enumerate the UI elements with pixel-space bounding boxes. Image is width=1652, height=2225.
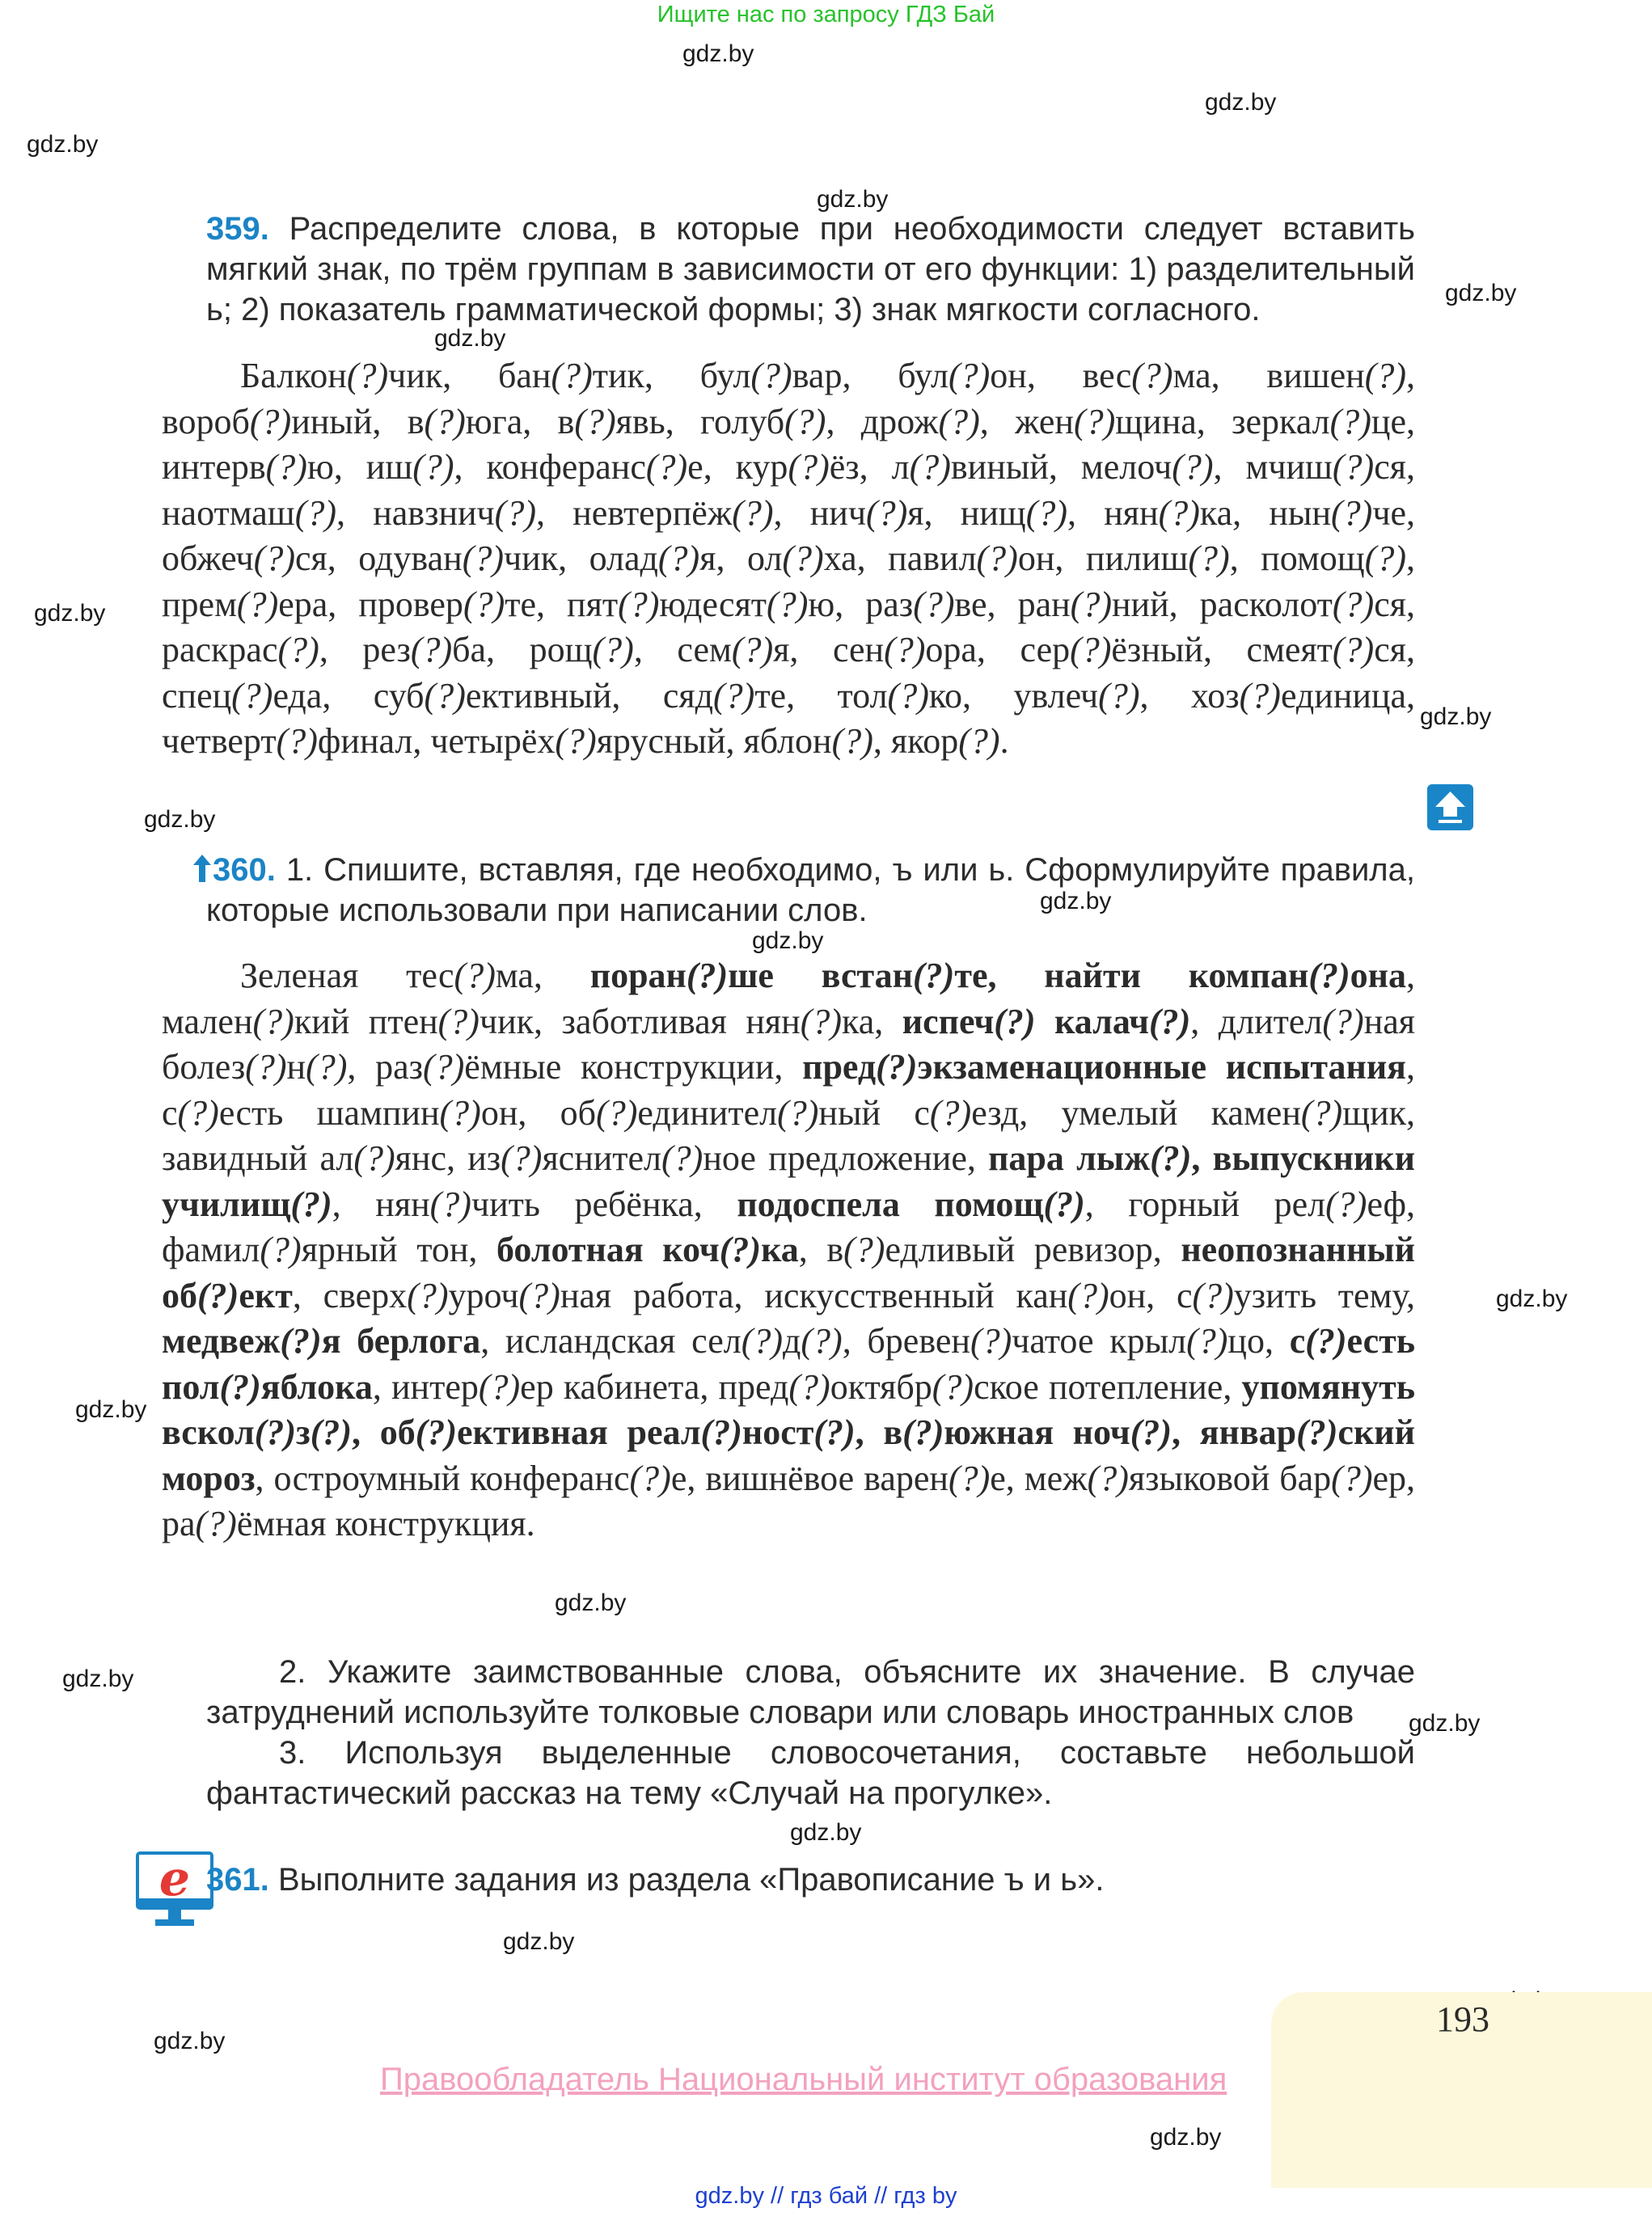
- svg-text:e: e: [158, 1851, 191, 1907]
- watermark: gdz.by: [503, 1928, 575, 1955]
- exercise-359-words: Балкон(?)чик, бан(?)тик, бул(?)вар, бул(?)он, вес(?)ма, вишен(?), вороб(?)иный, в(?)юга, в(?)явь, голуб(?), дрож(?), жен(?)щина, зеркал(?)це, интерв(?)ю, иш(?), конферанс(?)е, кур(?)ёз, л(?)виный, мелоч(?), мчиш(?)ся, наотмаш(?), навзнич(?), невтерпёж(?), нич(?)я, нищ(?), нян(?)ка, нын(?)че, обжеч(?)ся, одуван(?)чик, олад(?)я, ол(?)ха, павил(?)он, пилиш(?), помощ(?), прем(?)ера, провер(?)те, пят(?)юдесят(?)ю, раз(?)ве, ран(?)ний, расколот(?)ся, раскрас(?), рез(?)ба, рощ(?), сем(?)я, сен(?)ора, сер(?)ёзный, смеят(?)ся, спец(?)еда, суб(?)ективный, сяд(?)те, тол(?)ко, увлеч(?), хоз(?)единица, четверт(?)финал, четырёх(?)ярусный, яблон(?), якор(?).: [162, 356, 1416, 761]
- watermark: gdz.by: [144, 806, 216, 833]
- watermark: gdz.by: [1150, 2124, 1222, 2151]
- watermark: gdz.by: [154, 2028, 226, 2054]
- watermark: gdz.by: [817, 186, 889, 213]
- exercise-number: 360.: [213, 852, 276, 888]
- exercise-instruction: Выполните задания из раздела «Правописание ъ и ь».: [277, 1862, 1105, 1898]
- footer-links[interactable]: gdz.by // гдз бай // гдз by: [695, 2183, 957, 2209]
- exercise-359-header: [206, 209, 1415, 330]
- exercise-360-tasks: [206, 1652, 1415, 1813]
- exercise-361-header: [206, 1860, 1415, 1900]
- watermark: gdz.by: [1040, 888, 1112, 914]
- watermark: gdz.by: [34, 600, 106, 627]
- exercise-number: 359.: [206, 211, 269, 247]
- page-number: 193: [1436, 1999, 1489, 2039]
- exercise-360-words: Зеленая тес(?)ма, поран(?)ше встан(?)те, найти компан(?)она, мален(?)кий птен(?)чик, заботливая нян(?)ка, испеч(?) калач(?), длител(?)ная болез(?)н(?), раз(?)ёмные конструкции, пред(?)экзаменационные испытания, с(?)есть шампин(?)он, об(?)единител(?)ный с(?)езд, умелый камен(?)щик, завидный ал(?)янс, из(?)яснител(?)ное предложение, пара лыж(?), выпускники училищ(?), нян(?)чить ребёнка, подоспела помощ(?), горный рел(?)еф, фамил(?)ярный тон, болотная коч(?)ка, в(?)едливый ревизор, неопознанный об(?)ект, сверх(?)уроч(?)ная работа, искусственный кан(?)он, с(?)узить тему, медвеж(?)я берлога, исландская сел(?)д(?), бревен(?)чатое крыл(?)цо, с(?)есть пол(?)яблока, интер(?)ер кабинета, пред(?)октябр(?)ское потепление, упомянуть вскол(?)з(?), об(?)ективная реал(?)ност(?), в(?)южная ноч(?), январ(?)ский мороз, остроумный конферанс(?)е, вишнёвое варен(?)е, меж(?)языковой бар(?)ер, ра(?)ёмная конструкция.: [162, 956, 1416, 1543]
- task-2: 2. Укажите заимствованные слова, объясните их значение. В случае затруднений используйте толковые словари или словарь иностранных слов: [206, 1654, 1415, 1730]
- watermark: gdz.by: [682, 40, 754, 67]
- watermark: gdz.by: [75, 1396, 147, 1423]
- watermark: gdz.by: [27, 131, 99, 158]
- watermark: gdz.by: [790, 1819, 862, 1846]
- watermark: gdz.by: [62, 1666, 134, 1692]
- copyright-link[interactable]: Правообладатель Национальный институт образования: [380, 2062, 1227, 2097]
- e-learning-icon[interactable]: [136, 1851, 217, 1929]
- watermark: gdz.by: [1409, 1710, 1481, 1737]
- watermark: gdz.by: [1496, 1286, 1568, 1312]
- exercise-360-header: [206, 850, 1415, 931]
- watermark: gdz.by: [555, 1590, 627, 1616]
- watermark: gdz.by: [1445, 280, 1517, 306]
- exercise-instruction: 1. Спишите, вставляя, где необходимо, ъ или ь. Сформулируйте правила, которые использовали при написании слов.: [206, 852, 1415, 928]
- exercise-number: 361.: [206, 1862, 269, 1898]
- watermark: gdz.by: [1420, 703, 1492, 730]
- task-3: 3. Используя выделенные словосочетания, составьте небольшой фантастический рассказ на тему «Случай на прогулке».: [206, 1735, 1415, 1811]
- watermark: gdz.by: [752, 927, 824, 954]
- watermark: gdz.by: [434, 325, 506, 352]
- up-arrow-icon: [193, 855, 211, 882]
- up-arrow-icon[interactable]: [1427, 784, 1473, 830]
- top-banner[interactable]: Ищите нас по запросу ГДЗ Бай: [657, 2, 995, 27]
- exercise-instruction: Распределите слова, в которые при необходимости следует вставить мягкий знак, по трём группам в зависимости от его функции: 1) разделительный ь; 2) показатель грамматической формы; 3) знак мягкости согласного.: [206, 211, 1415, 327]
- watermark: gdz.by: [1205, 89, 1277, 116]
